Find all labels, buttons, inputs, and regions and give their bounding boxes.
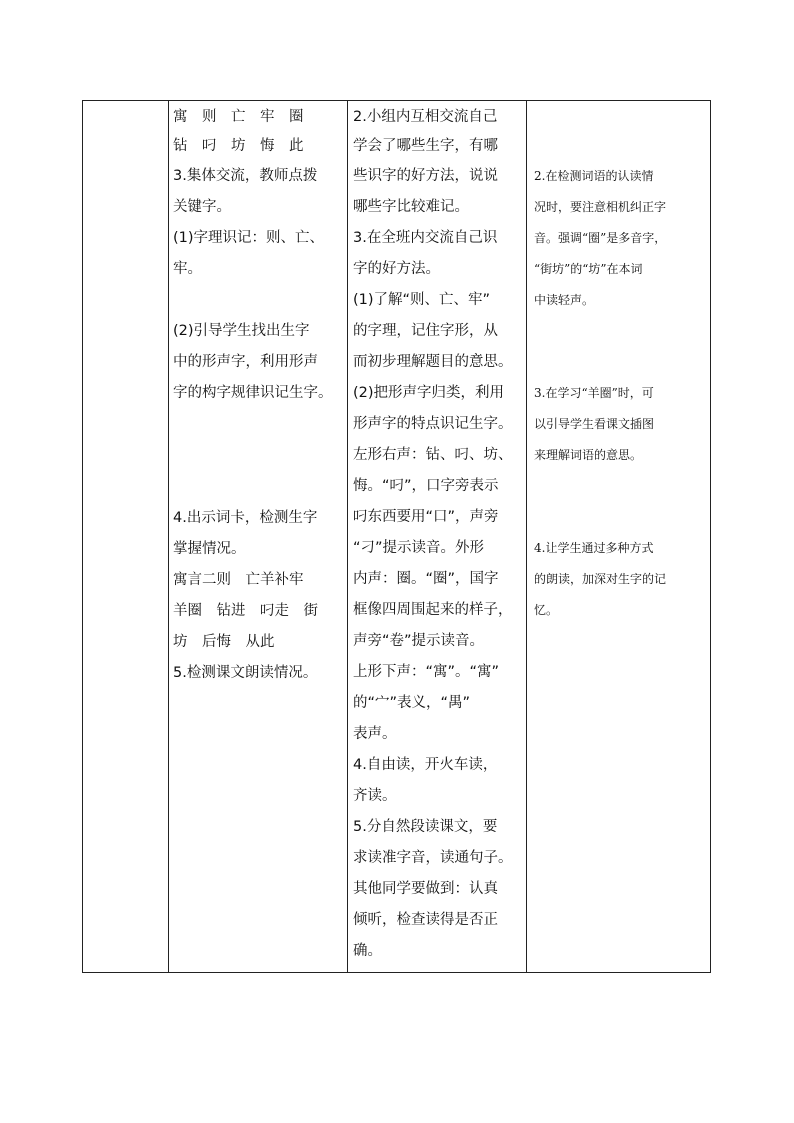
teacher-line: 字的构字规律识记生字。 <box>173 385 333 401</box>
intent-line: 况时，要注意相机纠正字 <box>534 200 667 214</box>
teacher-line: 3.集体交流，教师点拨 <box>173 168 318 184</box>
intent-line: 来理解词语的意思。 <box>534 448 643 462</box>
student-line: 学会了哪些生字，有哪 <box>353 138 498 154</box>
teacher-line: 钻 叼 坊 悔 此 <box>173 138 304 154</box>
intent-line: 忆。 <box>534 603 559 617</box>
teacher-line: 5.检测课文朗读情况。 <box>173 665 318 681</box>
teacher-line: 牢。 <box>173 261 202 277</box>
teacher-line: (2)引导学生找出生字 <box>173 323 310 339</box>
student-line: 倾听，检查读得是否正 <box>353 912 498 928</box>
intent-line: 的朗读，加深对生字的记 <box>534 572 667 586</box>
intent-line: 音。强调“圈”是多音字， <box>534 231 667 245</box>
intent-line: 以引导学生看课文插图 <box>534 417 655 431</box>
student-line: 上形下声：“寓”。“寓” <box>353 664 500 680</box>
teacher-line: 关键字。 <box>173 199 231 215</box>
intent-line: 4.让学生通过多种方式 <box>534 541 654 555</box>
student-line: 些识字的好方法，说说 <box>353 168 498 184</box>
intent-line: 2.在检测词语的认读情 <box>534 169 654 183</box>
student-line: 求读准字音，读通句子。 <box>353 850 513 866</box>
column-divider <box>168 101 169 972</box>
student-line: 声旁“卷”提示读音。 <box>353 633 485 649</box>
teacher-line: 掌握情况。 <box>173 541 246 557</box>
column-divider <box>347 101 348 972</box>
student-line: 哪些字比较难记。 <box>353 199 469 215</box>
student-line: “刁”提示读音。外形 <box>353 540 485 556</box>
student-line: 内声：圈。“圈”，国字 <box>353 571 499 587</box>
student-line: 叼东西要用“口”，声旁 <box>353 509 499 525</box>
teacher-line: 4.出示词卡，检测生字 <box>173 510 318 526</box>
student-line: 而初步理解题目的意思。 <box>353 354 513 370</box>
student-line: 其他同学要做到：认真 <box>353 881 498 897</box>
intent-line: 中读轻声。 <box>534 293 595 307</box>
student-line: 的“宀”表义，“禺” <box>353 695 471 711</box>
student-line: 3.在全班内交流自己识 <box>353 230 498 246</box>
teacher-line: (1)字理识记：则、亡、 <box>173 230 325 246</box>
student-activity-cell <box>353 101 525 972</box>
intent-line: 3.在学习“羊圈”时，可 <box>534 386 654 400</box>
student-line: 的字理，记住字形，从 <box>353 323 498 339</box>
student-line: (2)把形声字归类，利用 <box>353 385 505 401</box>
student-line: (1)了解“则、亡、牢” <box>353 292 491 308</box>
student-line: 确。 <box>353 943 382 959</box>
student-line: 形声字的特点识记生字。 <box>353 416 513 432</box>
student-line: 2.小组内互相交流自己 <box>353 109 498 125</box>
teacher-line: 坊 后悔 从此 <box>173 634 275 650</box>
student-line: 左形右声：钻、叼、坊、 <box>353 447 513 463</box>
teacher-line: 羊圈 钻进 叼走 街 <box>173 603 318 619</box>
student-line: 字的好方法。 <box>353 261 440 277</box>
teacher-line: 寓言二则 亡羊补牢 <box>173 572 304 588</box>
empty-first-column <box>83 101 168 972</box>
student-line: 悔。“叼”，口字旁表示 <box>353 478 499 494</box>
student-line: 框像四周围起来的样子， <box>353 602 513 618</box>
teacher-activity-cell <box>173 101 345 972</box>
student-line: 5.分自然段读课文，要 <box>353 819 498 835</box>
teacher-line: 中的形声字，利用形声 <box>173 354 318 370</box>
lesson-plan-table <box>82 100 711 973</box>
student-line: 4.自由读，开火车读， <box>353 757 498 773</box>
intent-line: “街坊”的“坊”在本词 <box>534 262 643 276</box>
design-intent-cell <box>534 101 710 972</box>
column-divider <box>526 101 527 972</box>
teacher-line: 寓 则 亡 牢 圈 <box>173 109 304 125</box>
student-line: 表声。 <box>353 726 397 742</box>
student-line: 齐读。 <box>353 788 397 804</box>
